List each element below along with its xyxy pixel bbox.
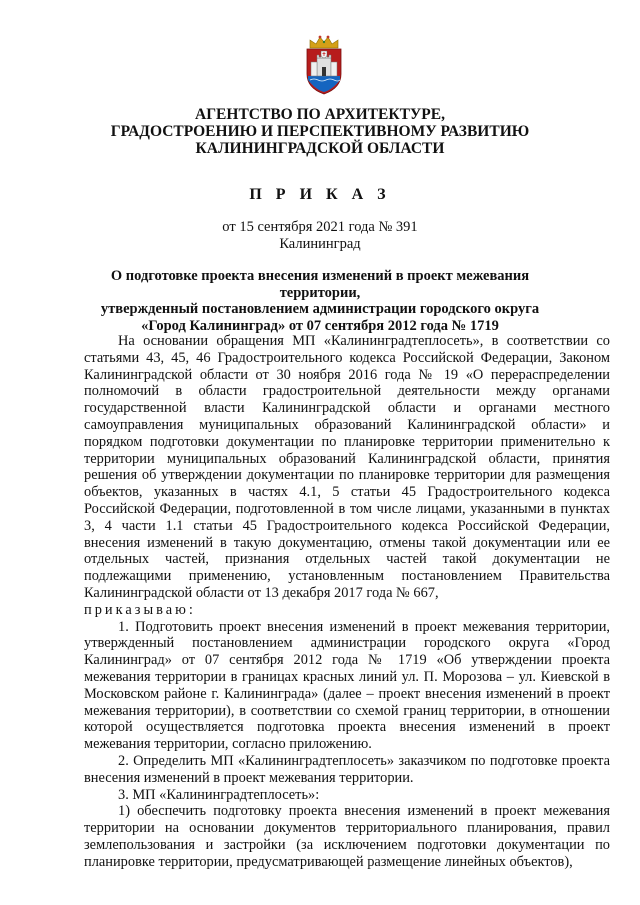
order-date-block	[0, 219, 640, 253]
order-title: П Р И К А З	[249, 186, 391, 203]
agency-line: ГРАДОСТРОЕНИЮ И ПЕРСПЕКТИВНОМУ РАЗВИТИЮ	[110, 123, 530, 140]
subject-line: утвержденный постановлением администрации городского округа	[100, 301, 540, 317]
coat-of-arms-emblem	[300, 34, 348, 96]
subject-line: О подготовке проекта внесения изменений в проект межевания территории,	[110, 268, 530, 301]
order-date: от 15 сентября 2021 года № 391	[222, 219, 418, 235]
agency-name	[60, 106, 580, 157]
order-subject	[70, 268, 570, 334]
item-3-paragraph: 3. МП «Калининградтеплосеть»:	[118, 786, 320, 803]
preamble-paragraph: На основании обращения МП «Калининградтеплосеть», в соответствии со статьями 43, 45, 46 Градостроительного кодекса Российской Федерации, Законом Калининградской области от 30 ноября 2016 года № 19 «О перераспределении полномочий в области градостроительной деятельности между органами государственной власти Калининградской области и органами местного самоуправления муниципальных образований Калининградской области» и порядком подготовки документации по планировке территории применительно к территории муниципальных образований Калининградской области, принятия решения об утверждении документации по планировке территории для размещения объектов, указанных в частях 4.1, 5 статьи 45 Градостроительного кодекса Российской Федерации, подготовленной в том числе лицами, указанными в пунктах 3, 4 части 1.1 статьи 45 Градостроительного кодекса Российской Федерации, внесения изменений в такую документацию, отмены такой документации или ее отдельных частей, признания отдельных частей такой документации не подлежащими применению, установленным постановлением Правительства Калининградской области от 13 декабря 2017 года № 667,	[84, 333, 610, 601]
item-2-paragraph: 2. Определить МП «Калининградтеплосеть» заказчиком по подготовке проекта внесения изменений в проект межевания территории.	[84, 752, 610, 786]
agency-line: КАЛИНИНГРАДСКОЙ ОБЛАСТИ	[195, 140, 445, 157]
agency-line: АГЕНТСТВО ПО АРХИТЕКТУРЕ,	[195, 106, 445, 123]
item-1-paragraph: 1. Подготовить проект внесения изменений в проект межевания территории, утвержденный постановлением администрации городского округа «Город Калининград» от 07 сентября 2012 года № 1719 «Об утверждении проекта межевания территории в границах красных линий ул. П. Морозова – ул. Киевской в Московском районе г. Калининграда» (далее – проект внесения изменений в проект межевания территории), в соответствии со схемой границ территории, в отношении которой осуществляется подготовка проекта внесения изменений в проект межевания территории, согласно приложению.	[84, 618, 610, 753]
item-3-1-paragraph: 1) обеспечить подготовку проекта внесения изменений в проект межевания территории на основании документов территориального планирования, правил землепользования и застройки (за исключением подготовки документации по планировке территории, предусматривающей размещение линейных объектов),	[84, 803, 610, 870]
subject-line: «Город Калининград» от 07 сентября 2012 года № 1719	[141, 317, 499, 334]
decree-word: приказываю:	[84, 601, 196, 618]
order-body	[84, 333, 610, 871]
order-city: Калининград	[279, 236, 361, 252]
